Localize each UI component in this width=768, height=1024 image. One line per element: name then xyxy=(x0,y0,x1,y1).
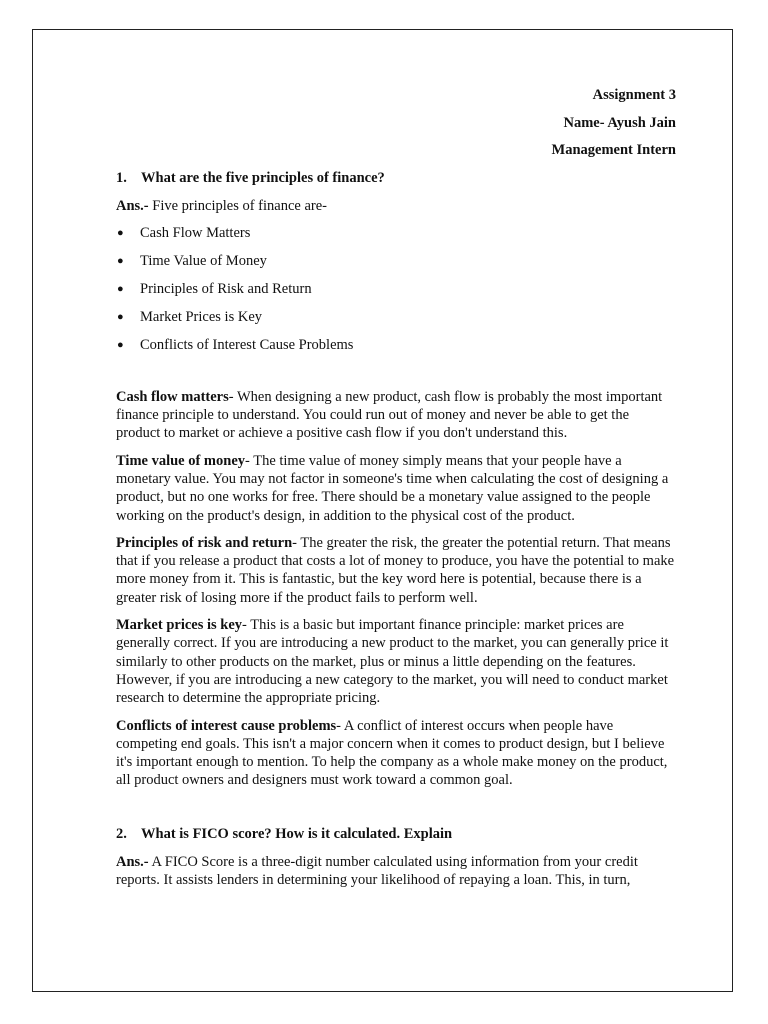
bullet-icon: ● xyxy=(117,226,124,239)
paragraph-conflicts xyxy=(116,717,676,790)
question-1 xyxy=(116,169,676,197)
term-time-value: Time value of money xyxy=(116,452,246,469)
answer-1-label: Ans.- xyxy=(116,197,149,214)
body-conflicts: - A conflict of interest occurs when people have competing end goals. This isn't a major concern when it comes to product design, but I believe it's important enough to mention. To help the company as a whole make money on the product, all product owners and designers must work toward a common goal. xyxy=(116,717,668,789)
bullet-icon: ● xyxy=(117,282,124,295)
question-1-number: 1. xyxy=(116,169,127,186)
term-risk-return: Principles of risk and return xyxy=(116,534,293,551)
assignment-title: Assignment 3 xyxy=(592,87,676,103)
principles-list xyxy=(116,224,676,364)
body-market-prices: - This is a basic but important finance principle: market prices are generally correct. If you are introducing a new product to the market, you can generally price it similarly to other products on the market, plus or minus a little depending on the features. However, if you are introducing a new category to the market, you will need to conduct market research to determine the appropriate pricing. xyxy=(116,617,669,707)
bullet-icon: ● xyxy=(117,310,124,323)
term-cash-flow: Cash flow matters xyxy=(116,388,229,405)
answer-1-intro xyxy=(116,197,676,215)
section-spacer xyxy=(116,364,676,388)
body-cash-flow: - When designing a new product, cash flow is probably the most important finance principle to understand. You could run out of money and never be able to get the product to market or achieve a positive cash flow if you don't understand this. xyxy=(116,388,663,442)
list-item xyxy=(116,224,676,252)
paragraph-risk-return xyxy=(116,534,676,607)
author-role: Management Intern xyxy=(551,142,676,158)
section-spacer xyxy=(116,799,676,825)
body-time-value: - The time value of money simply means that your people have a monetary value. You may not factor in someone's time when calculating the cost of designing a product, but no one works for free. There should be a monetary value assigned to the people working on the product's design, in addition to the physical cost of the product. xyxy=(116,452,669,524)
answer-2-label: Ans.- xyxy=(116,853,149,870)
paragraph-cash-flow xyxy=(116,388,676,443)
body-risk-return: - The greater the risk, the greater the potential return. That means that if you release a product that costs a lot of money to produce, you have the potential to make more money from it. This is fantastic, but the key word here is potential, because there is a greater risk of losing more if the product fails to perform well. xyxy=(116,534,675,606)
list-item xyxy=(116,280,676,308)
bullet-icon: ● xyxy=(117,338,124,351)
question-2-number: 2. xyxy=(116,825,127,842)
paragraph-time-value xyxy=(116,452,676,525)
list-item xyxy=(116,308,676,336)
question-2-text: What is FICO score? How is it calculated. Explain xyxy=(141,825,453,842)
list-item xyxy=(116,252,676,280)
list-item-label: Conflicts of Interest Cause Problems xyxy=(140,336,354,353)
author-name: Name- Ayush Jain xyxy=(563,114,676,131)
term-conflicts: Conflicts of interest cause problems xyxy=(116,717,337,734)
question-2 xyxy=(116,825,676,853)
list-item xyxy=(116,336,676,364)
document-content xyxy=(116,86,676,898)
list-item-label: Time Value of Money xyxy=(140,252,267,269)
answer-2 xyxy=(116,853,676,890)
question-1-text: What are the five principles of finance? xyxy=(141,169,385,186)
answer-1-text: Five principles of finance are- xyxy=(148,197,327,214)
term-market-prices: Market prices is key xyxy=(116,617,243,634)
paragraph-market-prices xyxy=(116,616,676,707)
list-item-label: Market Prices is Key xyxy=(140,308,263,325)
answer-2-text: A FICO Score is a three-digit number calculated using information from your credit reports. It assists lenders in determining your likelihood of repaying a loan. This, in turn, xyxy=(116,853,638,889)
list-item-label: Cash Flow Matters xyxy=(140,224,251,241)
list-item-label: Principles of Risk and Return xyxy=(140,280,312,297)
bullet-icon: ● xyxy=(117,254,124,267)
